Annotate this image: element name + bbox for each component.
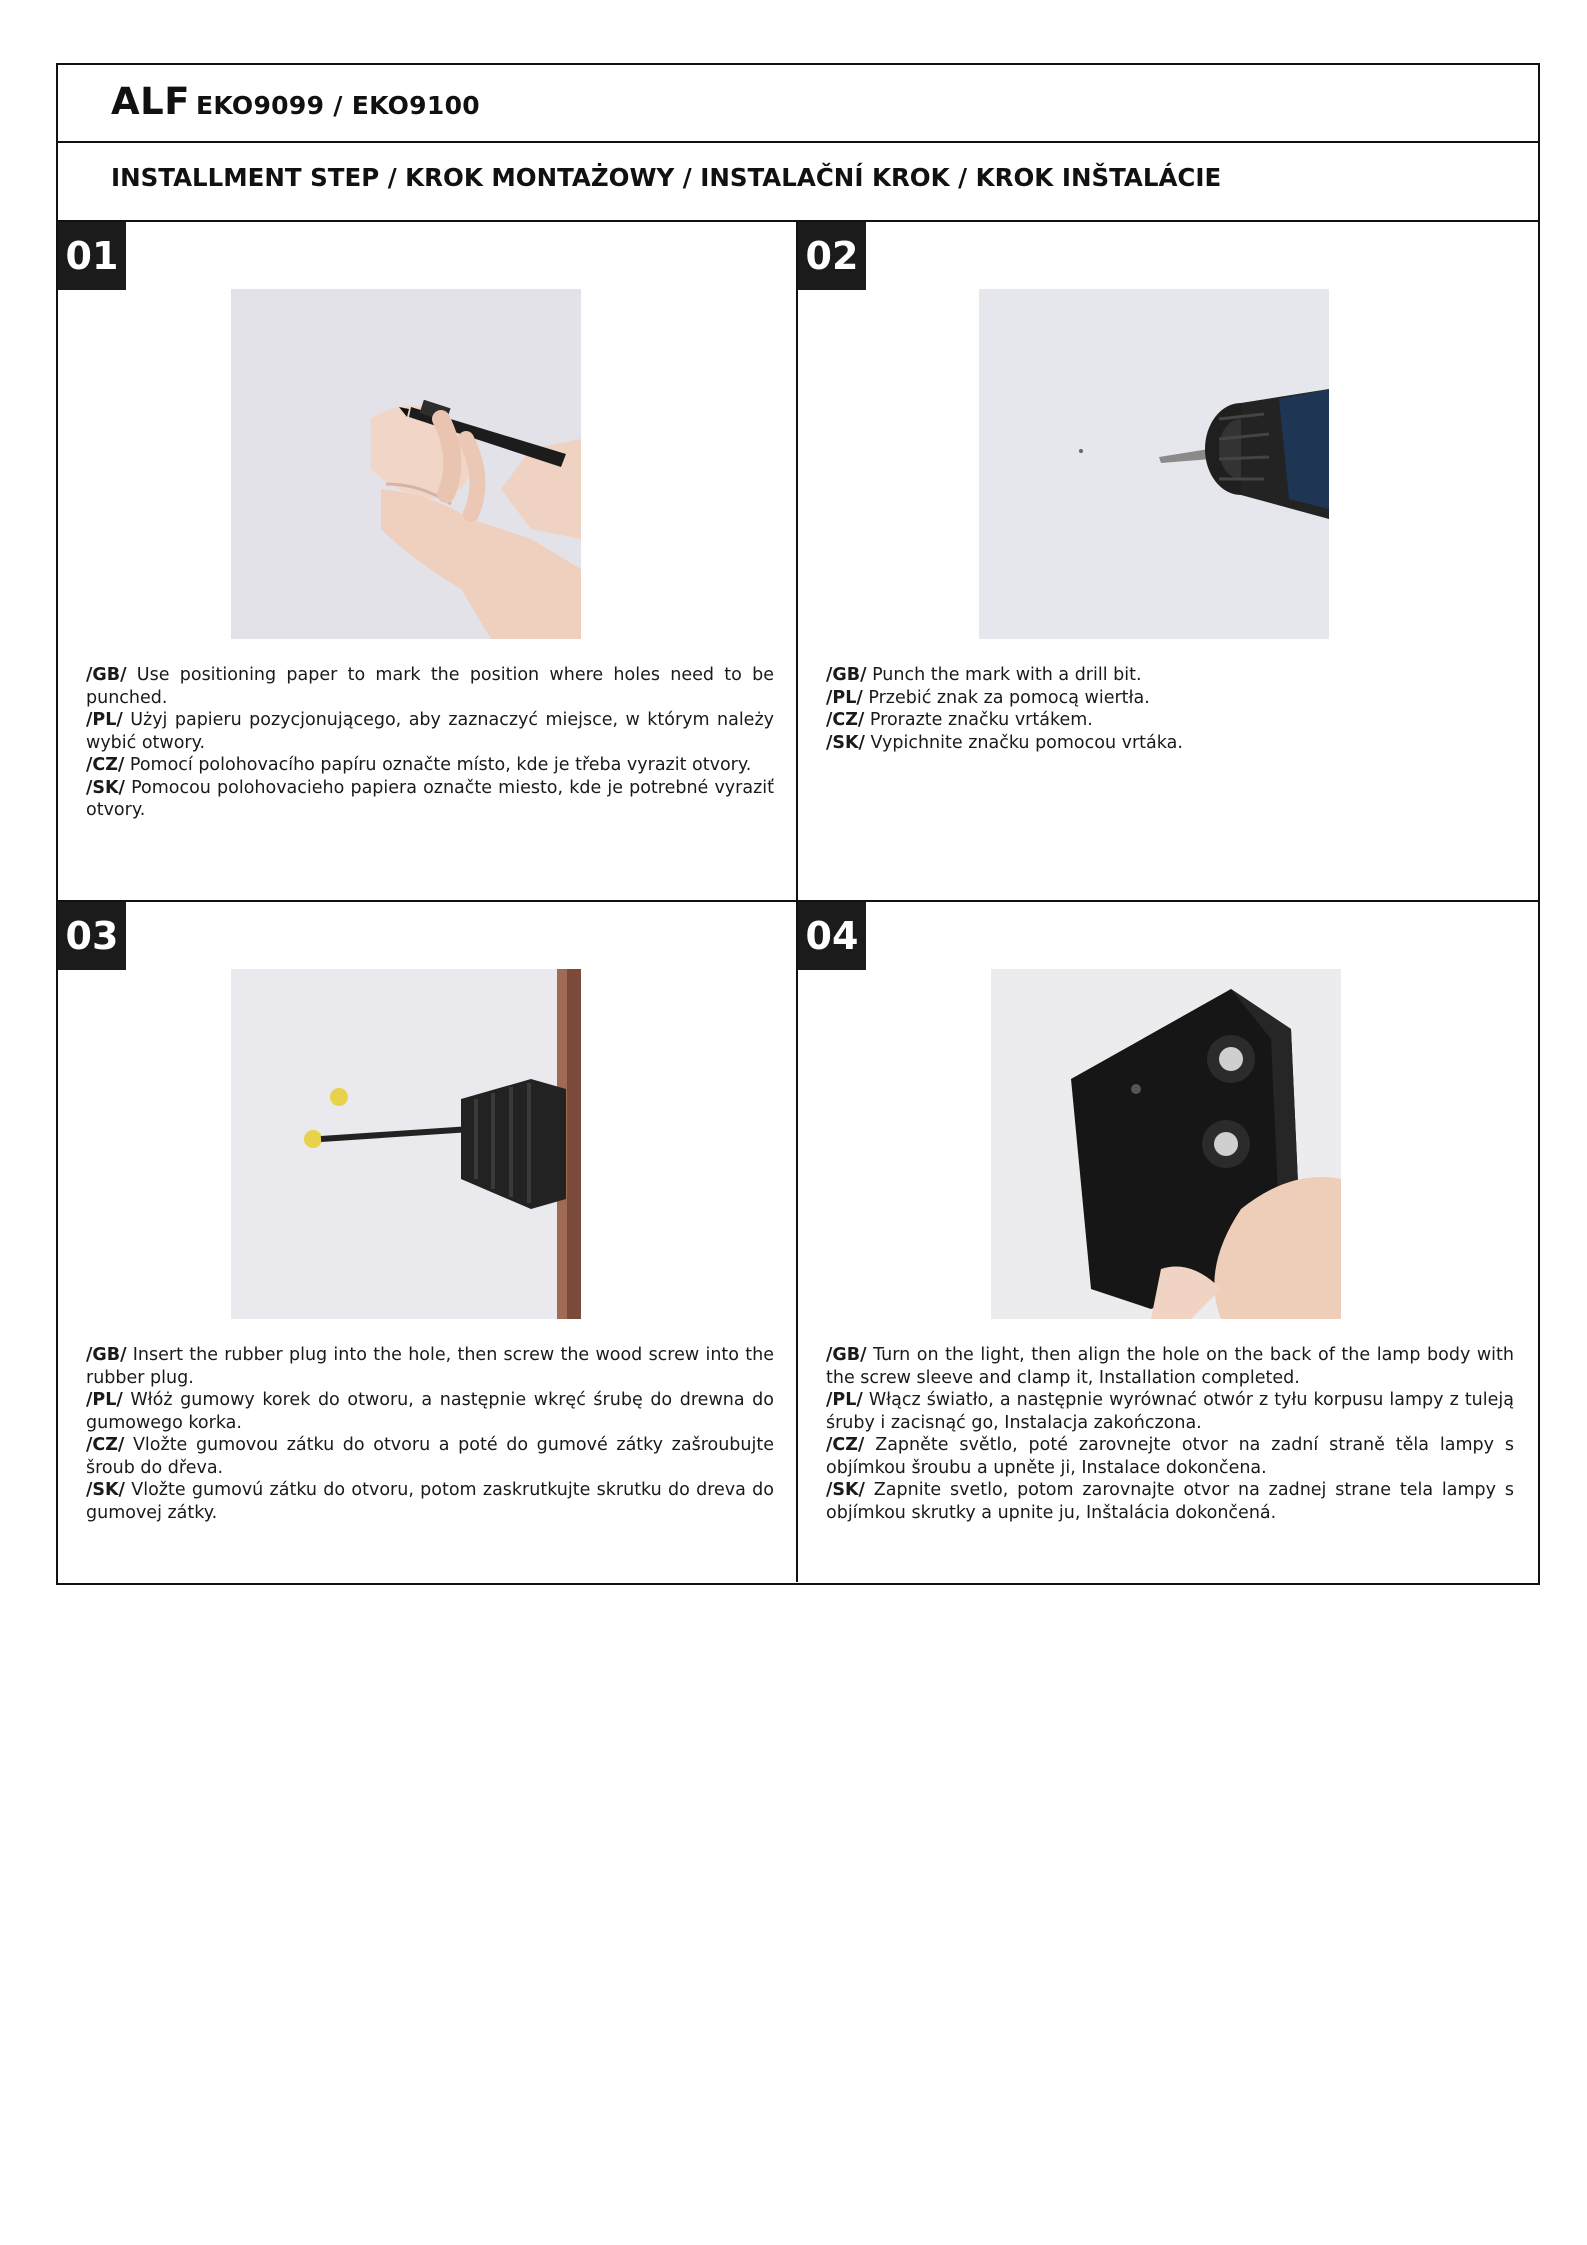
instruction-text: Insert the rubber plug into the hole, then screw the wood screw into the rubber plug. [86, 1345, 774, 1388]
step-04 [798, 902, 1540, 1582]
lang-code: /CZ/ [826, 710, 865, 730]
model-codes: EKO9099 / EKO9100 [196, 91, 480, 120]
lang-code: /PL/ [826, 687, 863, 708]
lang-code: /CZ/ [86, 755, 125, 775]
step-title-row [58, 143, 1538, 222]
instruction-text: Zapněte světlo, poté zarovnejte otvor na zadní straně těla lampy s objímkou šroubu a upněte ji, Instalace dokončena. [826, 1435, 1514, 1478]
lamp-mounting-icon [991, 969, 1341, 1319]
step-line-gb [86, 1344, 774, 1389]
drill-on-wall-icon [979, 289, 1329, 639]
step-line-pl [826, 1389, 1514, 1434]
step-line-cz [86, 1434, 774, 1479]
step-04-text [826, 1344, 1514, 1524]
step-line-pl [86, 709, 774, 754]
screwdriver-plug-photo [231, 969, 581, 1319]
instruction-text: Vložte gumovou zátku do otvoru a poté do gumové zátky zašroubujte šroub do dřeva. [86, 1435, 774, 1478]
instruction-text: Vložte gumovú zátku do otvoru, potom zaskrutkujte skrutku do dreva do gumovej zátky. [86, 1480, 774, 1523]
step-line-gb [86, 664, 774, 709]
step-01 [58, 222, 798, 902]
screwdriver-plug-icon [231, 969, 581, 1319]
marker-on-wall-icon [231, 289, 581, 639]
lang-code: /SK/ [86, 1480, 125, 1500]
title-row [58, 65, 1538, 143]
lang-code: /GB/ [86, 665, 127, 685]
instruction-text: Przebić znak za pomocą wiertła. [862, 687, 1150, 708]
drill-on-wall-photo [979, 289, 1329, 639]
lamp-mounting-photo [991, 969, 1341, 1319]
step-line-sk [826, 1479, 1514, 1524]
instruction-text: Prorazte značku vrtákem. [864, 710, 1093, 730]
lang-code: /SK/ [86, 777, 125, 798]
lang-code: /GB/ [86, 1345, 127, 1365]
step-line-cz [826, 1434, 1514, 1479]
lang-code: /PL/ [86, 710, 123, 730]
instruction-text: Vypichnite značku pomocou vrtáka. [864, 732, 1183, 753]
lang-code: /PL/ [86, 1390, 123, 1410]
step-03-text [86, 1344, 774, 1524]
step-line-pl [86, 1389, 774, 1434]
step-line-gb [826, 1344, 1514, 1389]
lang-code: /CZ/ [826, 1435, 865, 1455]
marker-on-wall-photo [231, 289, 581, 639]
instruction-sheet [56, 63, 1540, 1585]
installation-step-title: INSTALLMENT STEP / KROK MONTAŻOWY / INSTALAČNÍ KROK / KROK INŠTALÁCIE [111, 163, 1222, 192]
brand-name: ALF [111, 80, 190, 123]
step-line-pl [826, 687, 1514, 710]
step-number: 02 [798, 222, 866, 290]
instruction-text: Włóż gumowy korek do otworu, a następnie wkręć śrubę do drewna do gumowego korka. [86, 1390, 774, 1433]
step-line-sk [86, 777, 774, 822]
instruction-text: Włącz światło, a następnie wyrównać otwór z tyłu korpusu lampy z tuleją śruby i zacisnąć go, Instalacja zakończona. [826, 1390, 1514, 1433]
instruction-text: Pomocou polohovacieho papiera označte miesto, kde je potrebné vyraziť otvory. [86, 777, 774, 820]
step-number: 01 [58, 222, 126, 290]
step-line-sk [86, 1479, 774, 1524]
lang-code: /SK/ [826, 732, 865, 753]
step-line-gb [826, 664, 1514, 687]
lang-code: /SK/ [826, 1480, 865, 1500]
step-number: 04 [798, 902, 866, 970]
step-line-cz [826, 709, 1514, 732]
product-title [111, 80, 480, 123]
lang-code: /GB/ [826, 1345, 867, 1365]
instruction-text: Zapnite svetlo, potom zarovnajte otvor na zadnej strane tela lampy s objímkou skrutky a upnite ju, Inštalácia dokončená. [826, 1480, 1514, 1523]
instruction-text: Punch the mark with a drill bit. [866, 665, 1142, 685]
step-line-cz [86, 754, 774, 777]
lang-code: /GB/ [826, 665, 867, 685]
step-02 [798, 222, 1540, 902]
instruction-text: Użyj papieru pozycjonującego, aby zaznaczyć miejsce, w którym należy wybić otwory. [86, 710, 774, 753]
lang-code: /PL/ [826, 1390, 863, 1410]
step-line-sk [826, 732, 1514, 755]
instruction-text: Pomocí polohovacího papíru označte místo, kde je třeba vyrazit otvory. [124, 755, 752, 775]
instruction-text: Turn on the light, then align the hole on the back of the lamp body with the screw sleeve and clamp it, Installation completed. [826, 1345, 1514, 1388]
step-number: 03 [58, 902, 126, 970]
steps-grid [58, 222, 1538, 1583]
step-01-text [86, 664, 774, 822]
step-03 [58, 902, 798, 1582]
step-02-text [826, 664, 1514, 754]
lang-code: /CZ/ [86, 1435, 125, 1455]
instruction-text: Use positioning paper to mark the position where holes need to be punched. [86, 665, 774, 708]
